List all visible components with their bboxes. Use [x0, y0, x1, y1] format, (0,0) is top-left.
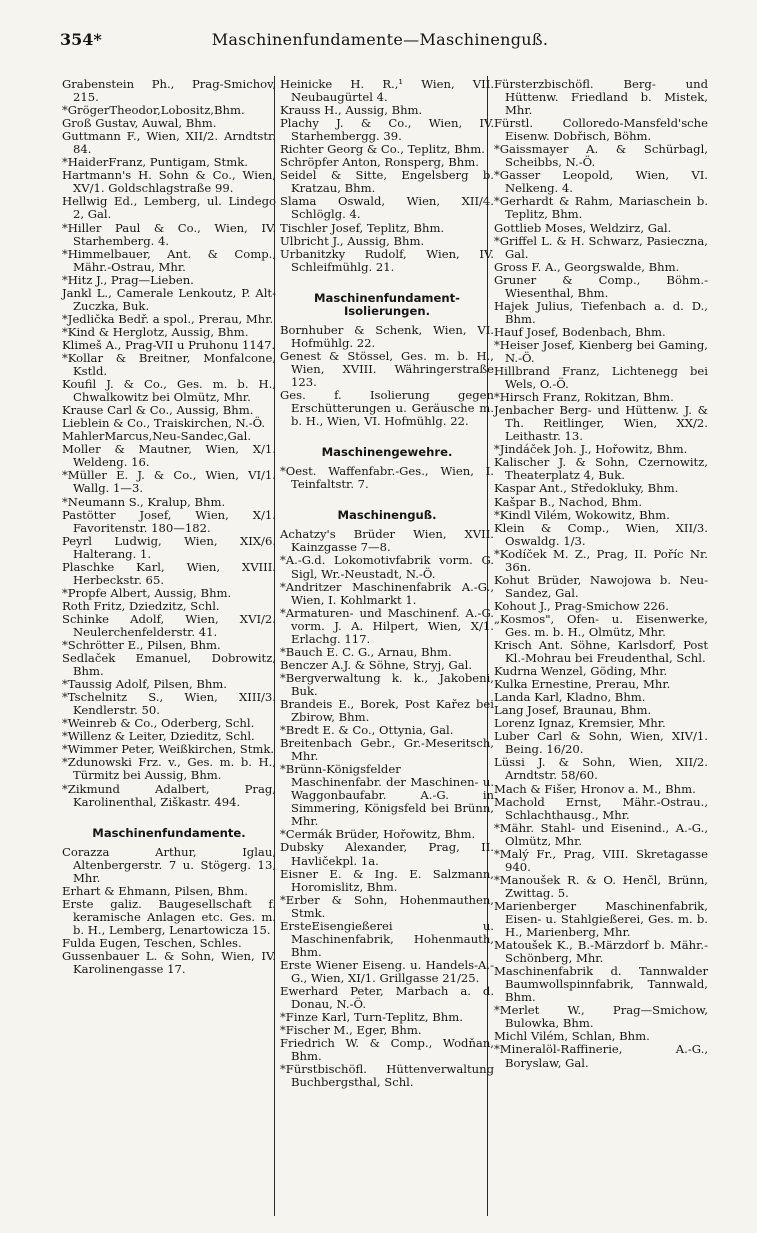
section-heading: Maschinenfundamente.: [92, 825, 246, 840]
directory-entry: Benczer A.J. & Söhne, Stryj, Gal.: [280, 657, 473, 672]
directory-entry: *Weinreb & Co., Oderberg, Schl.: [62, 716, 255, 731]
directory-entry: *Merlet W., Prag—Smichow, Bulowka, Bhm.: [494, 1003, 708, 1031]
directory-entry: *Fürstbischöfl. Hüttenverwaltung Buchbergsthal, Schl.: [280, 1062, 494, 1090]
directory-entry: Guttmann F., Wien, XII/2. Arndtstr. 84.: [62, 129, 276, 157]
directory-entry: Grabenstein Ph., Prag-Smichov, 215.: [62, 77, 276, 105]
directory-entry: Sedlaček Emanuel, Dobrowitz, Bhm.: [62, 651, 276, 679]
directory-entry: Landa Karl, Kladno, Bhm.: [494, 690, 646, 705]
directory-entry: Schröpfer Anton, Ronsperg, Bhm.: [280, 155, 479, 170]
directory-entry: Hajek Julius, Tiefenbach a. d. D., Bhm.: [494, 298, 708, 326]
directory-entry: Koufil J. & Co., Ges. m. b. H., Chwalkowitz bei Olmütz, Mhr.: [62, 377, 276, 405]
section-heading: Maschinenfundament-Isolierungen.: [314, 290, 460, 318]
directory-column-3: [494, 78, 708, 1070]
directory-entry: Michl Vilém, Schlan, Bhm.: [494, 1029, 650, 1044]
directory-entry: Fürstl. Colloredo-Mansfeld'sche Eisenw. Dobřisch, Böhm.: [494, 116, 708, 144]
directory-entry: Erhart & Ehmann, Pilsen, Bhm.: [62, 883, 248, 898]
directory-entry: Moller & Mautner, Wien, X/1. Weldeng. 16.: [62, 442, 276, 470]
directory-entry: Jenbacher Berg- und Hüttenw. J. & Th. Reitlinger, Wien, XX/2. Leithastr. 13.: [494, 403, 708, 444]
directory-entry: Eisner E. & Ing. E. Salzmann, Horomislitz, Bhm.: [280, 866, 494, 894]
page-header: [60, 22, 700, 52]
directory-entry: *Neumann S., Kralup, Bhm.: [62, 494, 226, 509]
directory-entry: *Gerhardt & Rahm, Mariaschein b. Teplitz, Bhm.: [494, 194, 708, 222]
directory-entry: Erste galiz. Baugesellschaft f. keramische Anlagen etc. Ges. m. b. H., Lemberg, Lenartowicza 15.: [62, 896, 276, 937]
directory-entry: Lang Josef, Braunau, Bhm.: [494, 703, 652, 718]
directory-entry: Kohut Brüder, Nawojowa b. Neu-Sandez, Gal.: [494, 572, 708, 600]
directory-entry: Plachy J. & Co., Wien, IV. Starhembergg. 39.: [280, 116, 494, 144]
directory-entry: Gussenbauer L. & Sohn, Wien, IV. Karolinengasse 17.: [62, 949, 276, 977]
directory-entry: *Kodíček M. Z., Prag, II. Poříc Nr. 36n.: [494, 546, 708, 574]
directory-entry: Kašpar B., Nachod, Bhm.: [494, 494, 643, 509]
directory-entry: Seidel & Sitte, Engelsberg b. Kratzau, Bhm.: [280, 168, 494, 196]
directory-entry: *Gaissmayer A. & Schürbagl, Scheibbs, N.-Ö.: [494, 142, 708, 170]
directory-entry: *Kollar & Breitner, Monfalcone, Kstld.: [62, 350, 276, 379]
directory-entry: Groß Gustav, Auwal, Bhm.: [62, 116, 217, 131]
directory-entry: Hellwig Ed., Lemberg, ul. Lindego 2, Gal.: [62, 194, 276, 222]
directory-entry: *Zikmund Adalbert, Prag, Karolinenthal, Ziškastr. 494.: [62, 781, 276, 809]
directory-entry: Lorenz Ignaz, Kremsier, Mhr.: [494, 716, 666, 731]
directory-entry: Lüssi J. & Sohn, Wien, XII/2. Arndtstr. 58/60.: [494, 755, 708, 783]
directory-entry: Roth Fritz, Dziedzitz, Schl.: [62, 598, 220, 613]
directory-entry: Urbanitzky Rudolf, Wien, IV. Schleifmühlg. 21.: [280, 246, 494, 274]
directory-entry: Hillbrand Franz, Lichtenegg bei Wels, O.-Ö.: [494, 364, 708, 392]
directory-entry: ErsteEisengießerei u. Maschinenfabrik, Hohenmauth, Bhm.: [280, 918, 494, 959]
directory-entry: *Bauch E. C. G., Arnau, Bhm.: [280, 644, 452, 659]
directory-entry: *Hiller Paul & Co., Wien, IV. Starhemberg. 4.: [62, 220, 276, 248]
directory-entry: Richter Georg & Co., Teplitz, Bhm.: [280, 142, 485, 157]
directory-entry: *Taussig Adolf, Pilsen, Bhm.: [62, 677, 227, 692]
directory-entry: Matoušek K., B.-Märzdorf b. Mähr.-Schönberg, Mhr.: [494, 938, 708, 966]
directory-entry: Kalischer J. & Sohn, Czernowitz, Theaterplatz 4, Buk.: [494, 455, 708, 483]
directory-entry: *Heiser Josef, Kienberg bei Gaming, N.-Ö.: [494, 337, 708, 365]
directory-entry: *Cermák Brüder, Hořowitz, Bhm.: [280, 827, 476, 842]
directory-entry: *Kind & Herglotz, Aussig, Bhm.: [62, 324, 249, 339]
directory-entry: Breitenbach Gebr., Gr.-Meseritsch, Mhr.: [280, 736, 494, 764]
directory-entry: *Brünn-Königsfelder Maschinenfabr. der Maschinen- u. Waggonbaufabr. A.-G. in Simmering, Königsfeld bei Brünn, Mhr.: [280, 762, 494, 829]
directory-entry: *Wimmer Peter, Weißkirchen, Stmk.: [62, 742, 275, 757]
directory-entry: Kulka Ernestine, Prerau, Mhr.: [494, 677, 671, 692]
directory-entry: *Oest. Waffenfabr.-Ges., Wien, I. Teinfaltstr. 7.: [280, 464, 494, 492]
running-title: Maschinenfundamente—Maschinenguß.: [211, 30, 549, 49]
directory-entry: *HaiderFranz, Puntigam, Stmk.: [62, 155, 248, 170]
directory-entry: Lieblein & Co., Traiskirchen, N.-Ö.: [62, 416, 266, 431]
directory-entry: *Jindáček Joh. J., Hořowitz, Bhm.: [494, 442, 688, 457]
directory-entry: Gruner & Comp., Böhm.-Wiesenthal, Bhm.: [494, 272, 708, 300]
directory-entry: *Finze Karl, Turn-Teplitz, Bhm.: [280, 1010, 463, 1025]
directory-entry: Luber Carl & Sohn, Wien, XIV/1. Being. 16/20.: [494, 729, 708, 757]
directory-entry: Peyrl Ludwig, Wien, XIX/6. Halterang. 1.: [62, 533, 276, 561]
directory-entry: *Gasser Leopold, Wien, VI. Nelkeng. 4.: [494, 168, 708, 196]
directory-entry: Marienberger Maschinenfabrik, Eisen- u. Stahlgießerei, Ges. m. b. H., Marienberg, Mhr.: [494, 898, 708, 940]
directory-entry: Schinke Adolf, Wien, XVI/2. Neulerchenfelderstr. 41.: [62, 611, 276, 639]
directory-entry: Ulbricht J., Aussig, Bhm.: [280, 233, 425, 248]
directory-entry: *GrögerTheodor,Lobositz,Bhm.: [62, 103, 245, 118]
directory-entry: Kudrna Wenzel, Göding, Mhr.: [494, 664, 668, 679]
directory-entry: Klimeš A., Prag-VII u Pruhonu 1147.: [62, 337, 276, 352]
directory-entry: Kaspar Ant., Středokluky, Bhm.: [494, 481, 679, 496]
directory-entry: *Manoušek R. & O. Henčl, Brünn, Zwittag. 5.: [494, 872, 708, 900]
directory-entry: Achatzy's Brüder Wien, XVII. Kainzgasse 7—8.: [280, 527, 494, 555]
section-heading: Maschinengewehre.: [321, 445, 453, 460]
directory-entry: Gross F. A., Georgswalde, Bhm.: [494, 259, 680, 274]
directory-entry: Krause Carl & Co., Aussig, Bhm.: [62, 403, 254, 418]
directory-entry: Krisch Ant. Söhne, Karlsdorf, Post Kl.-Mohrau bei Freudenthal, Schl.: [494, 638, 708, 666]
directory-entry: *A.-G.d. Lokomotivfabrik vorm. G. Sigl, Wr.-Neustadt, N.-Ö.: [280, 553, 494, 581]
directory-entry: Maschinenfabrik d. Tannwalder Baumwollspinnfabrik, Tannwald, Bhm.: [494, 964, 708, 1005]
directory-entry: *Schrötter E., Pilsen, Bhm.: [62, 638, 221, 653]
directory-entry: *Müller E. J. & Co., Wien, VI/1. Wallg. 1—3.: [62, 468, 276, 496]
directory-entry: Hauf Josef, Bodenbach, Bhm.: [494, 324, 666, 339]
directory-entry: Heinicke H. R.,¹ Wien, VII. Neubaugürtel 4.: [280, 77, 494, 105]
directory-entry: *Propfe Albert, Aussig, Bhm.: [62, 585, 232, 600]
directory-entry: Genest & Stössel, Ges. m. b. H., Wien, XVIII. Währingerstraße 123.: [280, 348, 494, 389]
directory-entry: Mach & Fišer, Hronov a. M., Bhm.: [494, 781, 696, 796]
directory-entry: Hartmann's H. Sohn & Co., Wien, XV/1. Goldschlagstraße 99.: [62, 168, 276, 196]
directory-entry: *Willenz & Leiter, Dzieditz, Schl.: [62, 729, 255, 744]
directory-entry: Corazza Arthur, Iglau, Altenbergerstr. 7 u. Stögerg. 13, Mhr.: [62, 844, 276, 885]
directory-entry: *Armaturen- und Maschinenf. A.-G. vorm. J. A. Hilpert, Wien, X/1. Erlachg. 117.: [280, 605, 494, 646]
directory-entry: Ges. f. Isolierung gegen Erschütterungen u. Geräusche m. b. H., Wien, VI. Hofmühlg. 22.: [280, 388, 494, 429]
directory-entry: Fürsterzbischöfl. Berg- und Hüttenw. Friedland b. Mistek, Mhr.: [494, 77, 708, 118]
directory-entry: *Fischer M., Eger, Bhm.: [280, 1023, 422, 1038]
directory-entry: *Bergverwaltung k. k., Jakobeni, Buk.: [280, 670, 494, 698]
directory-entry: *Hirsch Franz, Rokitzan, Bhm.: [494, 390, 674, 405]
directory-entry: *Bredt E. & Co., Ottynia, Gal.: [280, 723, 454, 738]
section-heading: Maschinenguß.: [337, 508, 437, 523]
directory-entry: *Jedlička Bedř. a spol., Prerau, Mhr.: [62, 311, 274, 326]
directory-entry: Ewerhard Peter, Marbach a. d. Donau, N.-Ö.: [280, 984, 494, 1012]
page-number: 354*: [60, 30, 102, 49]
directory-entry: MahlerMarcus,Neu-Sandec,Gal.: [62, 429, 252, 444]
directory-entry: Machold Ernst, Mähr.-Ostrau., Schlachthausg., Mhr.: [494, 794, 708, 822]
directory-entry: Friedrich W. & Comp., Wodňan, Bhm.: [280, 1036, 494, 1064]
directory-entry: Gottlieb Moses, Weldzirz, Gal.: [494, 220, 672, 235]
directory-entry: *Kindl Vilém, Wokowitz, Bhm.: [494, 507, 670, 522]
directory-entry: *Himmelbauer, Ant. & Comp., Mähr.-Ostrau, Mhr.: [62, 246, 276, 274]
directory-entry: Jankl L., Camerale Lenkoutz, P. Alt-Zuczka, Buk.: [62, 285, 276, 313]
directory-entry: Pastötter Josef, Wien, X/1. Favoritenstr. 180—182.: [62, 507, 276, 535]
directory-column-1: [62, 78, 276, 976]
directory-entry: Tischler Josef, Teplitz, Bhm.: [280, 220, 445, 235]
directory-entry: Fulda Eugen, Teschen, Schles.: [62, 936, 242, 950]
directory-entry: Kohout J., Prag-Smichow 226.: [494, 598, 669, 613]
directory-entry: *Zdunowski Frz. v., Ges. m. b. H., Türmitz bei Aussig, Bhm.: [62, 755, 276, 783]
directory-entry: Brandeis E., Borek, Post Kařez bei Zbirow, Bhm.: [280, 696, 494, 725]
directory-entry: Krauss H., Aussig, Bhm.: [280, 103, 423, 118]
directory-entry: Dubsky Alexander, Prag, II. Havličekpl. 1a.: [280, 840, 494, 868]
directory-entry: Slama Oswald, Wien, XII/4. Schlöglg. 4.: [280, 194, 494, 222]
directory-entry: *Andritzer Maschinenfabrik A.-G., Wien, I. Kohlmarkt 1.: [280, 579, 494, 607]
directory-entry: Plaschke Karl, Wien, XVIII. Herbeckstr. 65.: [62, 559, 276, 587]
directory-entry: „Kosmos", Ofen- u. Eisenwerke, Ges. m. b. H., Olmütz, Mhr.: [494, 611, 708, 639]
directory-entry: Erste Wiener Eiseng. u. Handels-A.-G., Wien, XI/1. Grillgasse 21/25.: [280, 957, 494, 985]
directory-entry: *Erber & Sohn, Hohenmauthen, Stmk.: [280, 892, 494, 920]
directory-entry: *Mineralöl-Raffinerie, A.-G., Boryslaw, Gal.: [494, 1042, 708, 1070]
directory-entry: Bornhuber & Schenk, Wien, VI. Hofmühlg. 22.: [280, 322, 494, 350]
directory-entry: *Griffel L. & H. Schwarz, Pasieczna, Gal.: [494, 233, 708, 261]
directory-column-2: [280, 78, 494, 1089]
directory-entry: *Mähr. Stahl- und Eisenind., A.-G., Olmütz, Mhr.: [494, 820, 708, 848]
directory-entry: *Hitz J., Prag—Lieben.: [62, 272, 194, 287]
directory-entry: *Tschelnitz S., Wien, XIII/3. Kendlerstr. 50.: [62, 690, 276, 718]
directory-entry: Klein & Comp., Wien, XII/3. Oswaldg. 1/3.: [494, 520, 708, 548]
directory-entry: *Malý Fr., Prag, VIII. Skretagasse 940.: [494, 846, 708, 874]
